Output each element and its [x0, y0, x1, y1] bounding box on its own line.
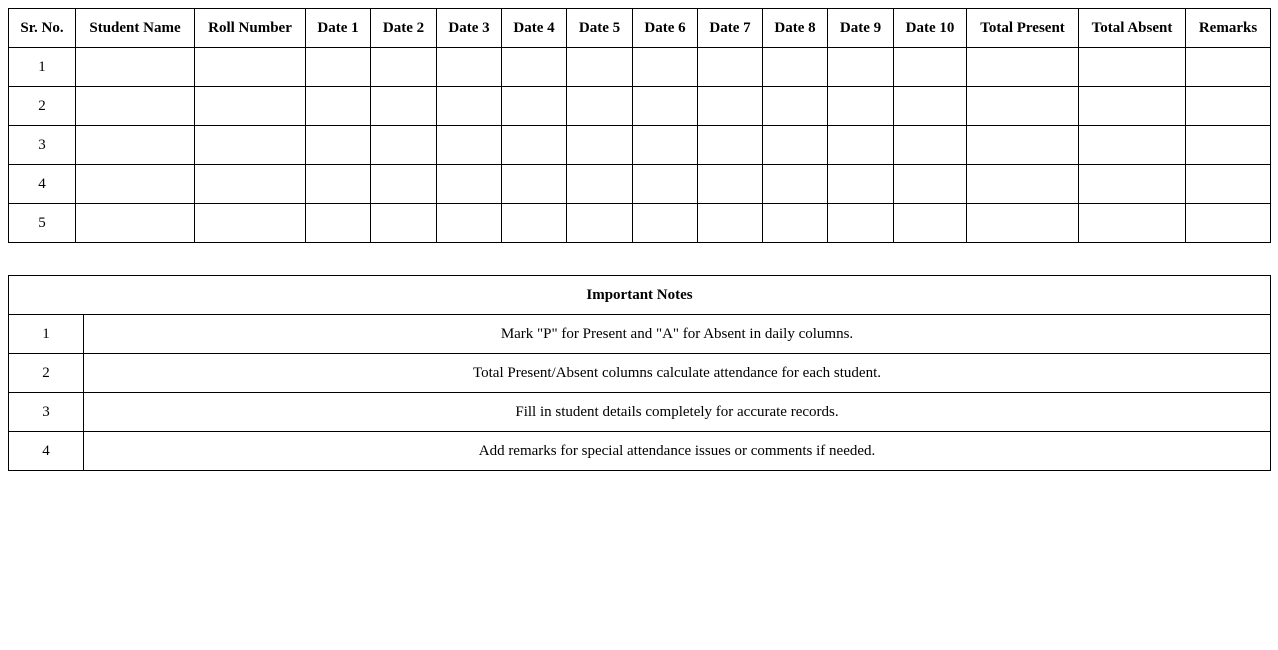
date-6-cell[interactable] — [633, 126, 698, 165]
note-number: 2 — [9, 354, 84, 393]
header-date-10: Date 10 — [894, 9, 967, 48]
sr-no-cell: 2 — [9, 87, 76, 126]
attendance-header-row — [9, 9, 1271, 48]
total-absent-cell[interactable] — [1079, 165, 1186, 204]
header-date-3: Date 3 — [437, 9, 502, 48]
date-8-cell[interactable] — [763, 165, 828, 204]
date-8-cell[interactable] — [763, 126, 828, 165]
header-date-4: Date 4 — [502, 9, 567, 48]
roll-number-cell[interactable] — [195, 87, 306, 126]
date-8-cell[interactable] — [763, 87, 828, 126]
date-3-cell[interactable] — [437, 165, 502, 204]
date-1-cell[interactable] — [306, 48, 371, 87]
attendance-table — [8, 8, 1271, 243]
note-text: Add remarks for special attendance issues or comments if needed. — [84, 432, 1271, 471]
attendance-body — [9, 48, 1271, 243]
date-7-cell[interactable] — [698, 48, 763, 87]
date-8-cell[interactable] — [763, 48, 828, 87]
date-1-cell[interactable] — [306, 204, 371, 243]
date-2-cell[interactable] — [371, 204, 437, 243]
header-sr-no: Sr. No. — [9, 9, 76, 48]
date-9-cell[interactable] — [828, 48, 894, 87]
date-10-cell[interactable] — [894, 87, 967, 126]
remarks-cell[interactable] — [1186, 204, 1271, 243]
remarks-cell[interactable] — [1186, 165, 1271, 204]
header-total-present: Total Present — [967, 9, 1079, 48]
student-name-cell[interactable] — [76, 165, 195, 204]
date-7-cell[interactable] — [698, 126, 763, 165]
date-4-cell[interactable] — [502, 165, 567, 204]
date-10-cell[interactable] — [894, 126, 967, 165]
date-3-cell[interactable] — [437, 48, 502, 87]
notes-body — [9, 315, 1271, 471]
note-number: 3 — [9, 393, 84, 432]
header-date-5: Date 5 — [567, 9, 633, 48]
date-4-cell[interactable] — [502, 204, 567, 243]
date-5-cell[interactable] — [567, 165, 633, 204]
header-total-absent: Total Absent — [1079, 9, 1186, 48]
sr-no-cell: 5 — [9, 204, 76, 243]
note-row — [9, 393, 1271, 432]
date-1-cell[interactable] — [306, 87, 371, 126]
date-9-cell[interactable] — [828, 165, 894, 204]
roll-number-cell[interactable] — [195, 165, 306, 204]
header-date-2: Date 2 — [371, 9, 437, 48]
note-row — [9, 315, 1271, 354]
total-absent-cell[interactable] — [1079, 48, 1186, 87]
total-absent-cell[interactable] — [1079, 126, 1186, 165]
table-row — [9, 126, 1271, 165]
date-6-cell[interactable] — [633, 87, 698, 126]
total-present-cell[interactable] — [967, 204, 1079, 243]
header-date-1: Date 1 — [306, 9, 371, 48]
remarks-cell[interactable] — [1186, 87, 1271, 126]
date-3-cell[interactable] — [437, 126, 502, 165]
total-present-cell[interactable] — [967, 48, 1079, 87]
date-4-cell[interactable] — [502, 48, 567, 87]
total-present-cell[interactable] — [967, 165, 1079, 204]
header-date-7: Date 7 — [698, 9, 763, 48]
sr-no-cell: 4 — [9, 165, 76, 204]
date-2-cell[interactable] — [371, 87, 437, 126]
date-7-cell[interactable] — [698, 87, 763, 126]
header-roll-number: Roll Number — [195, 9, 306, 48]
total-absent-cell[interactable] — [1079, 204, 1186, 243]
date-1-cell[interactable] — [306, 165, 371, 204]
total-absent-cell[interactable] — [1079, 87, 1186, 126]
date-7-cell[interactable] — [698, 165, 763, 204]
note-number: 1 — [9, 315, 84, 354]
note-text: Fill in student details completely for accurate records. — [84, 393, 1271, 432]
date-10-cell[interactable] — [894, 204, 967, 243]
table-row — [9, 87, 1271, 126]
date-4-cell[interactable] — [502, 87, 567, 126]
note-text: Mark "P" for Present and "A" for Absent in daily columns. — [84, 315, 1271, 354]
student-name-cell[interactable] — [76, 126, 195, 165]
date-7-cell[interactable] — [698, 204, 763, 243]
total-present-cell[interactable] — [967, 87, 1079, 126]
notes-title-row — [9, 276, 1271, 315]
date-5-cell[interactable] — [567, 126, 633, 165]
date-3-cell[interactable] — [437, 204, 502, 243]
student-name-cell[interactable] — [76, 87, 195, 126]
note-number: 4 — [9, 432, 84, 471]
date-8-cell[interactable] — [763, 204, 828, 243]
table-row — [9, 48, 1271, 87]
date-5-cell[interactable] — [567, 87, 633, 126]
date-6-cell[interactable] — [633, 204, 698, 243]
sr-no-cell: 3 — [9, 126, 76, 165]
student-name-cell[interactable] — [76, 48, 195, 87]
note-row — [9, 432, 1271, 471]
total-present-cell[interactable] — [967, 126, 1079, 165]
date-4-cell[interactable] — [502, 126, 567, 165]
date-6-cell[interactable] — [633, 48, 698, 87]
date-2-cell[interactable] — [371, 48, 437, 87]
date-2-cell[interactable] — [371, 126, 437, 165]
remarks-cell[interactable] — [1186, 48, 1271, 87]
header-date-8: Date 8 — [763, 9, 828, 48]
header-date-9: Date 9 — [828, 9, 894, 48]
note-row — [9, 354, 1271, 393]
date-5-cell[interactable] — [567, 204, 633, 243]
date-9-cell[interactable] — [828, 204, 894, 243]
date-10-cell[interactable] — [894, 165, 967, 204]
note-text: Total Present/Absent columns calculate attendance for each student. — [84, 354, 1271, 393]
date-1-cell[interactable] — [306, 126, 371, 165]
header-student-name: Student Name — [76, 9, 195, 48]
date-6-cell[interactable] — [633, 165, 698, 204]
roll-number-cell[interactable] — [195, 48, 306, 87]
roll-number-cell[interactable] — [195, 204, 306, 243]
table-row — [9, 165, 1271, 204]
notes-title: Important Notes — [9, 276, 1271, 315]
roll-number-cell[interactable] — [195, 126, 306, 165]
sr-no-cell: 1 — [9, 48, 76, 87]
date-3-cell[interactable] — [437, 87, 502, 126]
date-9-cell[interactable] — [828, 126, 894, 165]
table-row — [9, 204, 1271, 243]
notes-table — [8, 275, 1271, 471]
student-name-cell[interactable] — [76, 204, 195, 243]
date-10-cell[interactable] — [894, 48, 967, 87]
header-remarks: Remarks — [1186, 9, 1271, 48]
remarks-cell[interactable] — [1186, 126, 1271, 165]
header-date-6: Date 6 — [633, 9, 698, 48]
date-2-cell[interactable] — [371, 165, 437, 204]
date-5-cell[interactable] — [567, 48, 633, 87]
date-9-cell[interactable] — [828, 87, 894, 126]
